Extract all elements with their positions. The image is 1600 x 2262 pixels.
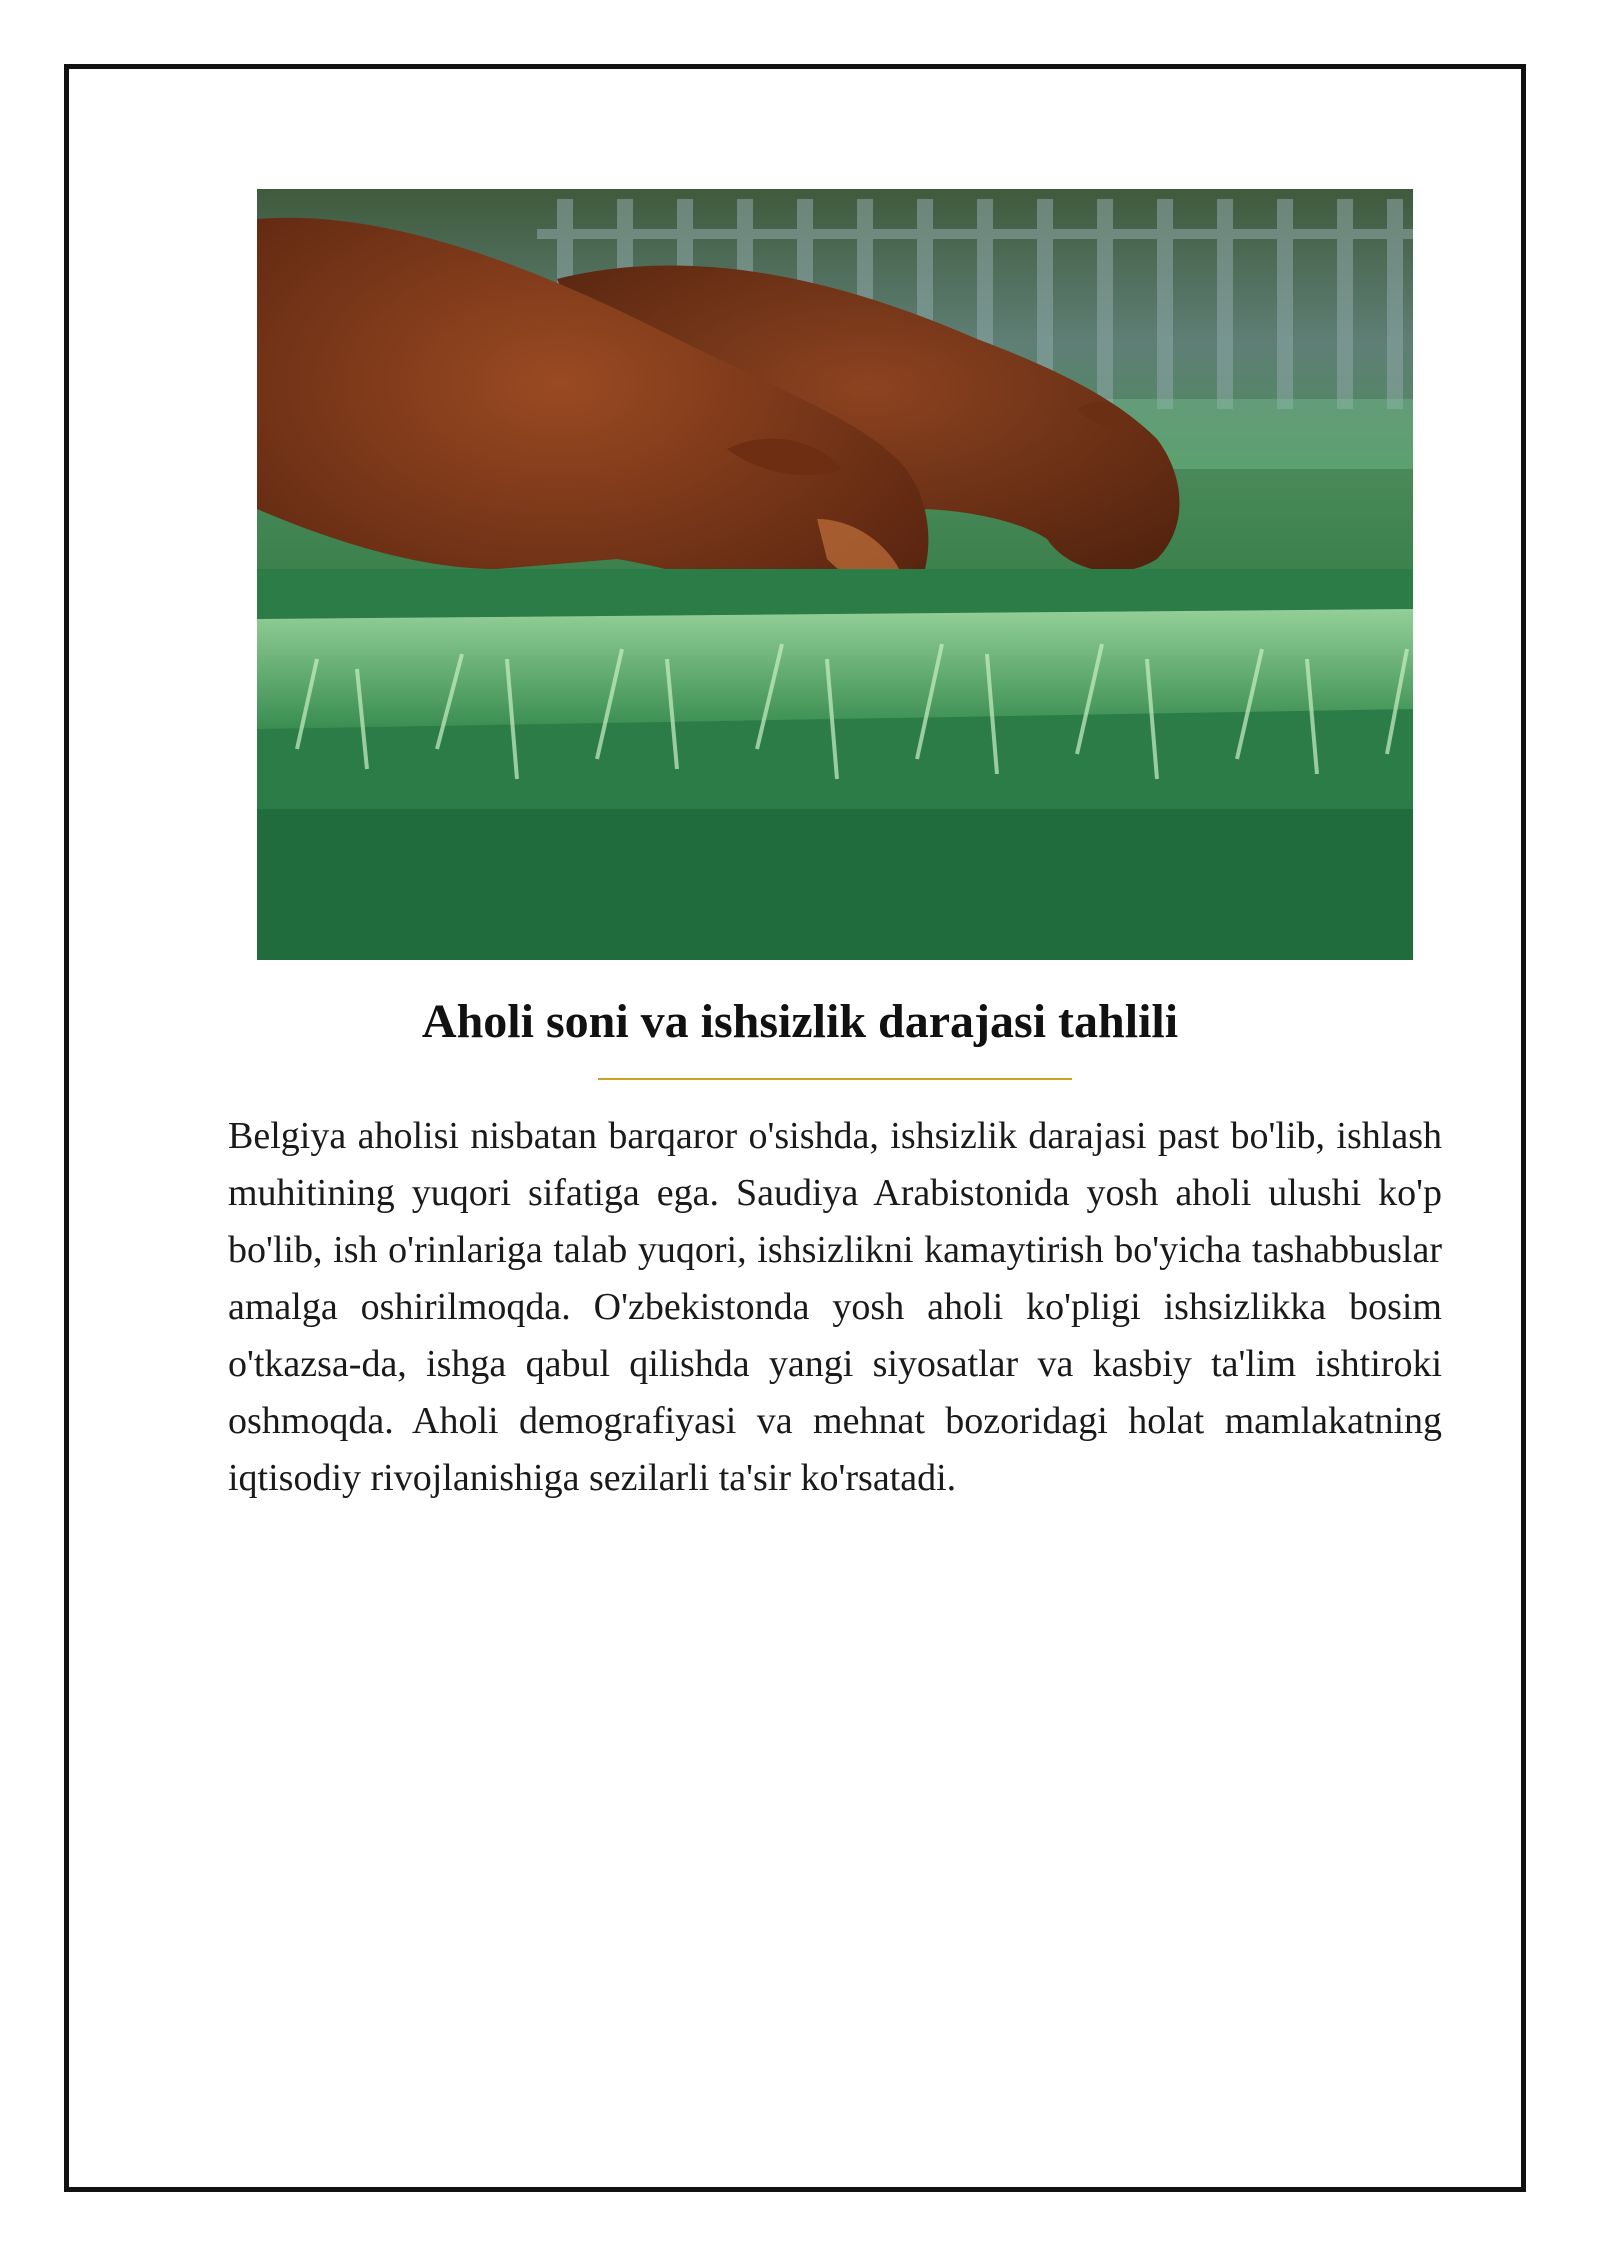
title-divider — [598, 1078, 1072, 1080]
hero-photo — [257, 189, 1413, 960]
dogs-in-grass-image — [257, 189, 1413, 960]
page-title: Aholi soni va ishsizlik darajasi tahlili — [421, 995, 1179, 1048]
body-paragraph: Belgiya aholisi nisbatan barqaror o'sishda, ishsizlik darajasi past bo'lib, ishlash muhitining yuqori sifatiga ega. Saudiya Arabistonida yosh aholi ulushi ko'p bo'lib, ish o'rinlariga talab yuqori, ishsizlikni kamaytirish bo'yicha tashabbuslar amalga oshirilmoqda. O'zbekistonda yosh aholi ko'pligi ishsizlikka bosim o'tkazsa-da, ishga qabul qilishda yangi siyosatlar va kasbiy ta'lim ishtiroki oshmoqda. Aholi demografiyasi va mehnat bozoridagi holat mamlakatning iqtisodiy rivojlanishiga sezilarli ta'sir ko'rsatadi. — [228, 1115, 1442, 1499]
